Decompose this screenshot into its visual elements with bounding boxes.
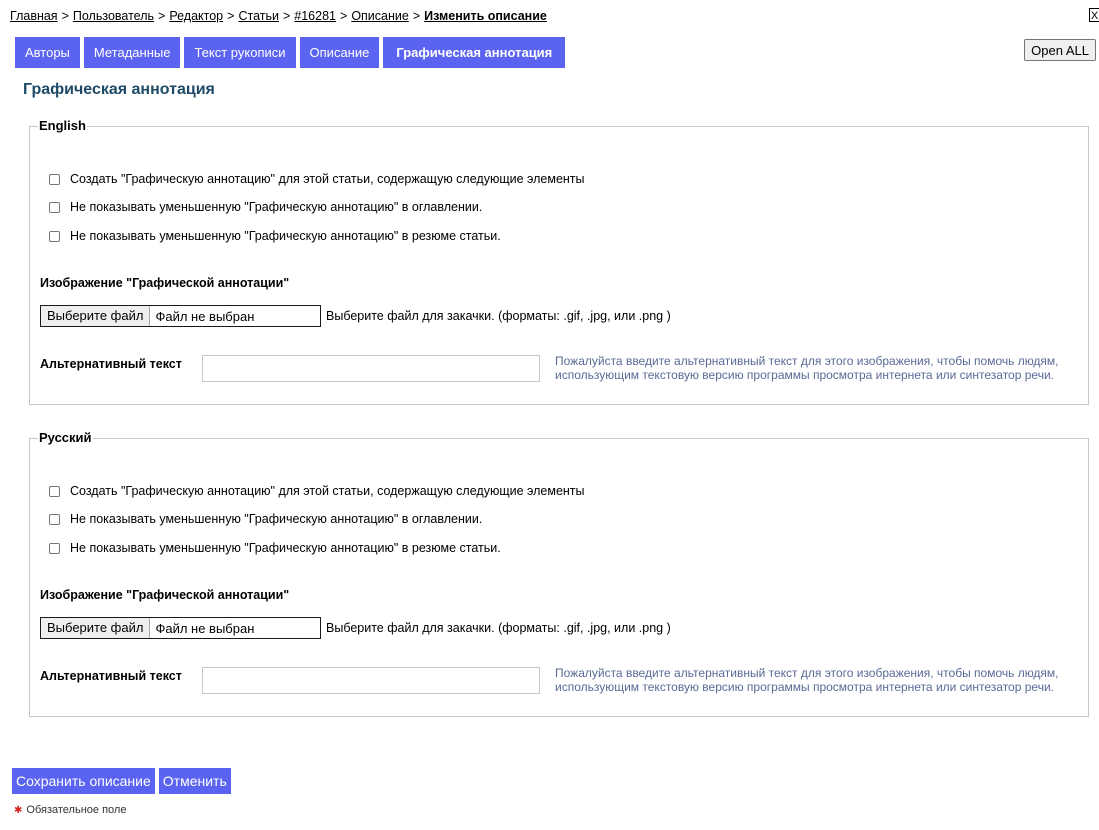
- hide-in-toc-checkbox[interactable]: [49, 202, 60, 213]
- required-asterisk-icon: ✱: [14, 805, 23, 816]
- form-actions: [12, 768, 235, 794]
- file-row: [40, 305, 671, 327]
- alt-text-label: Альтернативный текст: [40, 357, 182, 371]
- checkbox-row-create[interactable]: [49, 172, 585, 186]
- page-title: Графическая аннотация: [23, 81, 215, 98]
- checkbox-label: Создать "Графическую аннотацию" для этой статьи, содержащую следующие элементы: [70, 172, 585, 186]
- breadcrumb-current: Изменить описание: [424, 9, 547, 23]
- cancel-button[interactable]: Отменить: [159, 768, 231, 794]
- required-field-note: [14, 804, 126, 816]
- alt-text-label: Альтернативный текст: [40, 669, 182, 683]
- tab-description[interactable]: Описание: [300, 37, 380, 68]
- breadcrumb: [10, 9, 547, 23]
- file-input[interactable]: [40, 305, 321, 327]
- open-all-button[interactable]: Open ALL: [1024, 39, 1096, 61]
- breadcrumb-separator: >: [227, 9, 235, 23]
- checkbox-label: Не показывать уменьшенную "Графическую аннотацию" в оглавлении.: [70, 512, 483, 526]
- breadcrumb-separator: >: [282, 9, 291, 23]
- image-label: Изображение "Графической аннотации": [40, 588, 290, 602]
- file-status: Файл не выбран: [155, 308, 255, 324]
- alt-text-hint: Пожалуйста введите альтернативный текст для этого изображения, чтобы помочь людям, использующим текстовую версию программы просмотра интернета или синтезатор речи.: [555, 354, 1059, 382]
- checkbox-row-hide-abstract[interactable]: [49, 541, 501, 555]
- create-graphical-abstract-checkbox[interactable]: [49, 486, 60, 497]
- tab-manuscript-text[interactable]: Текст рукописи: [184, 37, 295, 68]
- alt-text-input[interactable]: [202, 667, 540, 694]
- breadcrumb-separator: >: [61, 9, 69, 23]
- tab-authors[interactable]: Авторы: [15, 37, 80, 68]
- checkbox-label: Не показывать уменьшенную "Графическую аннотацию" в резюме статьи.: [70, 541, 501, 555]
- file-status: Файл не выбран: [155, 620, 255, 636]
- tab-graphical-abstract[interactable]: Графическая аннотация: [383, 37, 565, 68]
- checkbox-label: Создать "Графическую аннотацию" для этой статьи, содержащую следующие элементы: [70, 484, 585, 498]
- hide-in-abstract-checkbox[interactable]: [49, 231, 60, 242]
- checkbox-row-create[interactable]: [49, 484, 585, 498]
- breadcrumb-link-description[interactable]: Описание: [351, 9, 409, 23]
- required-note-text: Обязательное поле: [26, 804, 127, 816]
- breadcrumb-link-editor[interactable]: Редактор: [169, 9, 224, 23]
- tab-bar: [15, 37, 569, 68]
- file-hint: Выберите файл для закачки. (форматы: .gif, .jpg, или .png ): [326, 621, 671, 635]
- checkbox-row-hide-abstract[interactable]: [49, 229, 501, 243]
- checkbox-row-hide-toc[interactable]: [49, 512, 482, 526]
- hide-in-toc-checkbox[interactable]: [49, 514, 60, 525]
- breadcrumb-link-user[interactable]: Пользователь: [72, 9, 155, 23]
- section-english: [29, 119, 1089, 405]
- create-graphical-abstract-checkbox[interactable]: [49, 174, 60, 185]
- section-legend: English: [39, 118, 86, 133]
- checkbox-label: Не показывать уменьшенную "Графическую аннотацию" в резюме статьи.: [70, 229, 501, 243]
- choose-file-button[interactable]: Выберите файл: [41, 306, 150, 326]
- breadcrumb-link-articles[interactable]: Статьи: [238, 9, 279, 23]
- section-russian: [29, 431, 1089, 717]
- alt-text-hint: Пожалуйста введите альтернативный текст для этого изображения, чтобы помочь людям, использующим текстовую версию программы просмотра интернета или синтезатор речи.: [555, 666, 1059, 694]
- alt-text-input[interactable]: [202, 355, 540, 382]
- section-legend: Русский: [39, 430, 92, 445]
- breadcrumb-separator: >: [412, 9, 421, 23]
- choose-file-button[interactable]: Выберите файл: [41, 618, 150, 638]
- breadcrumb-link-home[interactable]: Главная: [10, 9, 58, 23]
- breadcrumb-separator: >: [158, 9, 166, 23]
- image-label: Изображение "Графической аннотации": [40, 276, 290, 290]
- file-hint: Выберите файл для закачки. (форматы: .gif, .jpg, или .png ): [326, 309, 671, 323]
- file-input[interactable]: [40, 617, 321, 639]
- hide-in-abstract-checkbox[interactable]: [49, 543, 60, 554]
- breadcrumb-link-article-id[interactable]: #16281: [294, 9, 336, 23]
- checkbox-label: Не показывать уменьшенную "Графическую аннотацию" в оглавлении.: [70, 200, 483, 214]
- breadcrumb-separator: >: [340, 9, 348, 23]
- tab-metadata[interactable]: Метаданные: [84, 37, 181, 68]
- checkbox-row-hide-toc[interactable]: [49, 200, 482, 214]
- close-icon[interactable]: X: [1090, 10, 1099, 22]
- save-button[interactable]: Сохранить описание: [12, 768, 155, 794]
- file-row: [40, 617, 671, 639]
